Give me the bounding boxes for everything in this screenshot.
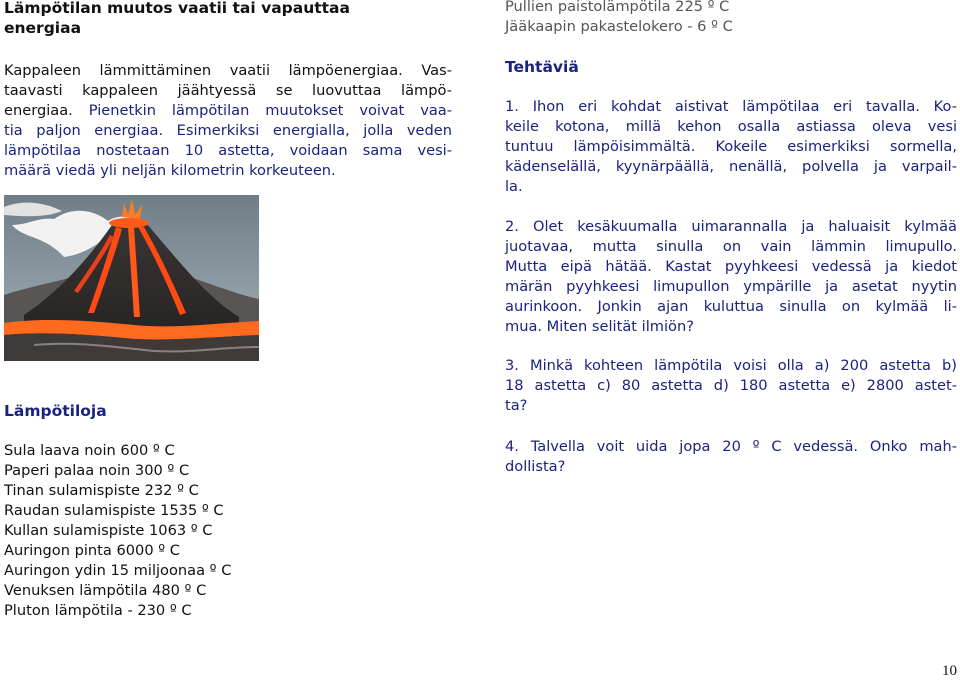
list-item: Venuksen lämpötila 480 º C xyxy=(4,582,207,599)
intro-line: taavasti kappaleen jäähtyessä se luovuttaa lämpö- xyxy=(4,82,452,99)
list-item: Tinan sulamispiste 232 º C xyxy=(4,482,199,499)
task-3: 3. Minkä kohteen lämpötila voisi olla a) 200 astetta b) 18 astetta c) 80 astetta d) 180 astetta e) 2800 astet- ta? xyxy=(505,357,957,414)
page-number: 10 xyxy=(942,663,957,679)
list-item: Kullan sulamispiste 1063 º C xyxy=(4,522,213,539)
task-2: 2. Olet kesäkuumalla uimarannalla ja haluaisit kylmää juotavaa, mutta sinulla on vain lämmin limupullo. Mutta eipä hätää. Kastat pyyhkeesi vedessä ja kiedot märän pyyhkeesi limupullon ympärille ja asetat nyytin aurinkoon. Jonkin ajan kuluttua sinulla on kylmää li- mua. Miten selität ilmiön? xyxy=(505,218,957,335)
intro-line: määrä viedä yli neljän kilometrin korkeuteen. xyxy=(4,162,336,179)
temperatures-list xyxy=(4,441,304,621)
more-temperatures xyxy=(505,0,945,37)
volcano-illustration xyxy=(4,195,259,361)
temperatures-heading: Lämpötiloja xyxy=(4,402,107,420)
list-item: Pullien paistolämpötila 225 º C xyxy=(505,0,730,15)
tasks-heading: Tehtäviä xyxy=(505,58,579,76)
page-title: Lämpötilan muutos vaatii tai vapauttaa energiaa xyxy=(4,0,350,37)
list-item: Pluton lämpötila - 230 º C xyxy=(4,602,192,619)
intro-paragraph xyxy=(4,61,452,181)
task-4: 4. Talvella voit uida jopa 20 º C vedessä. Onko mah- dollista? xyxy=(505,438,957,475)
list-item: Raudan sulamispiste 1535 º C xyxy=(4,502,224,519)
list-item: Sula laava noin 600 º C xyxy=(4,442,175,459)
list-item: Auringon ydin 15 miljoonaa º C xyxy=(4,562,232,579)
intro-line: energiaa. Pienetkin lämpötilan muutokset voivat vaa- xyxy=(4,102,452,119)
list-item: Paperi palaa noin 300 º C xyxy=(4,462,190,479)
task-1: 1. Ihon eri kohdat aistivat lämpötilaa eri tavalla. Ko- keile kotona, millä kehon osalla astiassa oleva vesi tuntuu lämpöisimmältä. Kokeile esimerkiksi sormella, kädenselällä, kyynärpäällä, nenällä, polvella ja varpail- la. xyxy=(505,98,957,195)
intro-line: tia paljon energiaa. Esimerkiksi energialla, jolla veden xyxy=(4,122,452,139)
intro-line: lämpötilaa nostetaan 10 astetta, voidaan sama vesi- xyxy=(4,142,452,159)
list-item: Auringon pinta 6000 º C xyxy=(4,542,180,559)
list-item: Jääkaapin pakastelokero - 6 º C xyxy=(505,18,733,35)
intro-line: Kappaleen lämmittäminen vaatii lämpöenergiaa. Vas- xyxy=(4,62,452,79)
